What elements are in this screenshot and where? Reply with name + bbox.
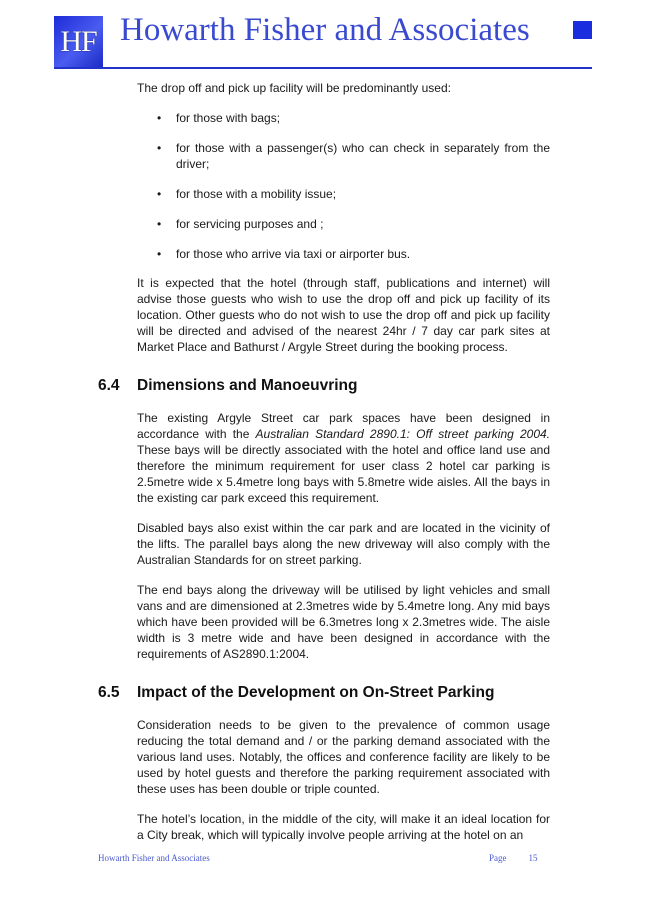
section-title: Impact of the Development on On-Street Parking <box>137 684 495 701</box>
list-item <box>137 110 550 126</box>
footer-page <box>489 853 538 863</box>
list-item <box>137 186 550 202</box>
list-item <box>137 140 550 172</box>
list-item-text: for servicing purposes and ; <box>176 217 324 231</box>
guest-advice-paragraph: It is expected that the hotel (through staff, publications and internet) will advise those guests who wish to use the drop off and pick up facility of its location. Other guests who do not wish to use the drop off and pick up facility will be directed and advised of the nearest 24hr / 7 day car park sites at Market Place and Bathurst / Argyle Street during the booking process. <box>137 276 550 354</box>
header-title: Howarth Fisher and Associates <box>120 12 530 48</box>
usage-list <box>137 110 550 262</box>
bullet-icon: • <box>157 217 162 231</box>
impact-paragraph-1: Consideration needs to be given to the prevalence of common usage reducing the total demand and / or the parking demand associated with the various land uses. Notably, the offices and conference facility are likely to be used by hotel guests and therefore the parking requirement associated with these uses has been double or triple counted. <box>137 718 550 796</box>
list-item-text: for those who arrive via taxi or airporter bus. <box>176 247 411 261</box>
text-run: These bays will be directly associated with the hotel and office land use and therefore the minimum requirement for user class 2 hotel car parking is 2.5metre wide x 5.4metre long bays with 5.8metre wide aisles. All the bays in the existing car park exceed this requirement. <box>137 443 550 505</box>
page-label: Page <box>489 853 507 863</box>
intro-paragraph: The drop off and pick up facility will be predominantly used: <box>137 81 451 95</box>
section-title: Dimensions and Manoeuvring <box>137 377 358 394</box>
text-run: The existing Argyle Street car park spaces have been designed in accordance with the <box>137 411 550 441</box>
section-number: 6.4 <box>98 377 120 394</box>
header-divider <box>54 67 592 69</box>
list-item <box>137 246 550 262</box>
list-item-text: for those with a mobility issue; <box>176 187 337 201</box>
bullet-icon: • <box>157 111 162 125</box>
bullet-icon: • <box>157 141 162 155</box>
impact-paragraph-2: The hotel’s location, in the middle of the city, will make it an ideal location for a City break, which will typically involve people arriving at the hotel on an <box>137 812 550 842</box>
section-number: 6.5 <box>98 684 120 701</box>
document-body <box>98 75 551 843</box>
section-heading-6-4 <box>98 376 550 396</box>
company-logo <box>54 16 103 68</box>
logo-text: HF <box>60 25 97 58</box>
page-number: 15 <box>528 853 538 863</box>
list-item-text: for those with a passenger(s) who can check in separately from the driver; <box>176 141 550 171</box>
dimensions-paragraph-2: Disabled bays also exist within the car park and are located in the vicinity of the lifts. The parallel bays along the new driveway will also comply with the Australian Standards for on street parking. <box>137 521 550 567</box>
list-item <box>137 216 550 232</box>
bullet-icon: • <box>157 187 162 201</box>
standard-reference: Australian Standard 2890.1: Off street parking 2004. <box>255 427 551 441</box>
dimensions-paragraph-3: The end bays along the driveway will be utilised by light vehicles and small vans and are dimensioned at 2.3metres wide by 5.4metre long. Any mid bays which have been provided will be 6.3metres long x 2.3metres wide. The aisle width is 3 metre wide and have been designed in accordance with the requirements of AS2890.1:2004. <box>137 583 550 661</box>
header-square-mark <box>573 21 592 39</box>
footer-company: Howarth Fisher and Associates <box>98 853 210 863</box>
dimensions-paragraph-1 <box>137 410 550 506</box>
list-item-text: for those with bags; <box>176 111 281 125</box>
section-heading-6-5 <box>98 683 550 703</box>
bullet-icon: • <box>157 247 162 261</box>
